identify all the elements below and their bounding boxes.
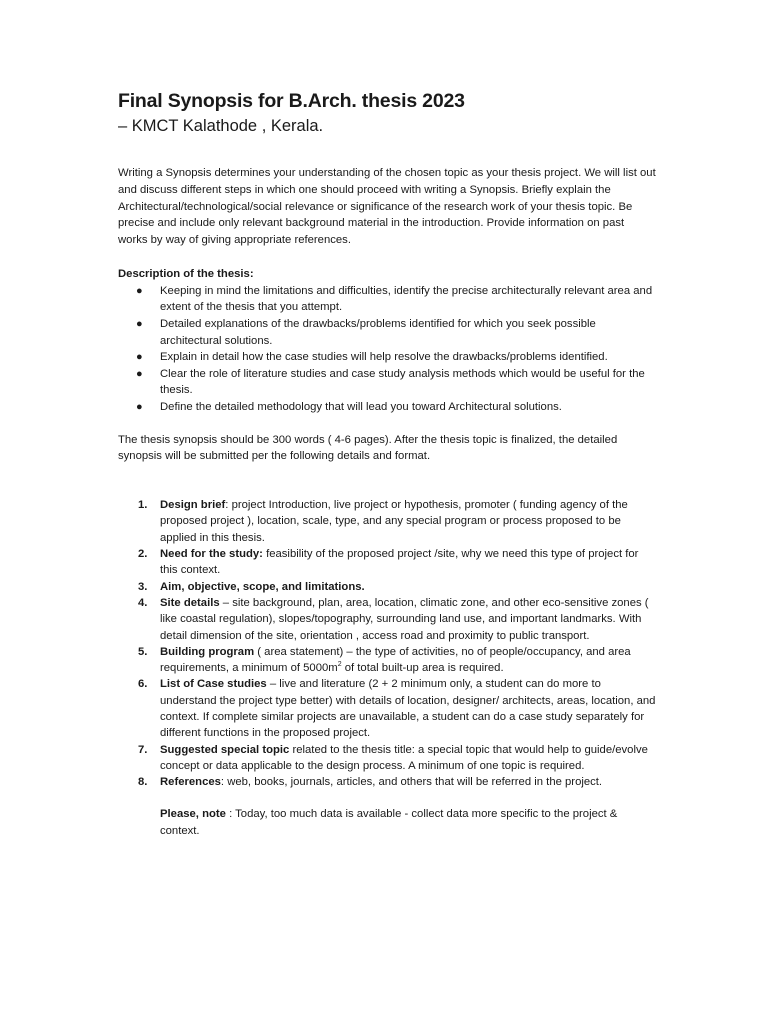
intro-paragraph: Writing a Synopsis determines your understanding of the chosen topic as your thesis project. We will list out and discuss different steps in which one should proceed with writing a Synopsis. Briefly explain the Architectural/technological/social relevance or significance of the research work of your thesis topic. Be precise and include only relevant background material in the introduction. Provide information on past works by way of giving appropriate references. [118, 167, 656, 247]
step-item [118, 742, 656, 775]
step-lead: Site details [160, 596, 220, 609]
step-number: 6. [138, 678, 148, 691]
step-item [118, 676, 656, 741]
step-number: 4. [138, 596, 148, 609]
bullet-text: Keeping in mind the limitations and difficulties, identify the precise architecturally relevant area and extent of the thesis that you attempt. [160, 284, 653, 314]
step-lead: Suggested special topic [160, 743, 290, 756]
note-lead: Please, note [160, 808, 226, 821]
step-text: – site background, plan, area, location, climatic zone, and other eco-sensitive zones ( like coastal regulation), slopes/topography, surrounding land use, and important landmarks. With detail dimension of the site, orientation , access road and proximity to public transport. [160, 596, 649, 642]
step-number: 1. [138, 499, 148, 512]
description-bullet-list [118, 283, 656, 416]
step-number: 3. [138, 580, 148, 593]
step-item [118, 546, 656, 579]
step-item [118, 774, 656, 790]
step-text: ( area statement) – the type of activities, no of people/occupancy, and area requirements, a minimum of 5000m [160, 645, 631, 675]
bullet-icon: ● [136, 284, 143, 297]
format-paragraph: The thesis synopsis should be 300 words ( 4-6 pages). After the thesis topic is finalized, the detailed synopsis will be submitted per the following details and format. [118, 433, 618, 463]
note-text: : Today, too much data is available - collect data more specific to the project & context. [160, 808, 618, 838]
step-lead: Design brief [160, 499, 226, 512]
document-page [118, 88, 656, 840]
step-item [118, 497, 656, 546]
note-paragraph [118, 806, 656, 839]
document-subtitle: – KMCT Kalathode , Kerala. [118, 117, 324, 135]
step-number: 5. [138, 645, 148, 658]
bullet-text: Detailed explanations of the drawbacks/problems identified for which you seek possible architectural solutions. [160, 317, 596, 347]
bullet-text: Define the detailed methodology that will lead you toward Architectural solutions. [160, 400, 562, 413]
step-text: related to the thesis title: a special topic that would help to guide/evolve concept or data applicable to the design process. A minimum of one topic is required. [160, 743, 648, 772]
step-text: : web, books, journals, articles, and others that will be referred in the project. [220, 776, 603, 789]
step-item [118, 595, 656, 644]
synopsis-steps-list [118, 497, 656, 790]
step-text: : project Introduction, live project or hypothesis, promoter ( funding agency of the proposed project ), location, scale, type, and any special program or process proposed to be applied in this thesis. [160, 499, 628, 544]
bullet-text: Explain in detail how the case studies will help resolve the drawbacks/problems identified. [160, 351, 608, 364]
description-heading: Description of the thesis: [118, 267, 254, 280]
step-text-tail: of total built-up area is required. [341, 662, 504, 675]
step-number: 2. [138, 548, 148, 561]
step-lead: Need for the study: [160, 548, 263, 561]
step-item [118, 579, 656, 595]
step-item [118, 644, 656, 677]
superscript-2: 2 [337, 661, 342, 669]
bullet-item [118, 283, 656, 316]
bullet-text: Clear the role of literature studies and case study analysis methods which would be useful for the thesis. [160, 367, 645, 397]
step-text: – live and literature (2 + 2 minimum only, a student can do more to understand the project type better) with details of location, designer/ architects, areas, location, and context. If complete similar projects are unavailable, a student can do a case study separately for different functions in the proposed project. [160, 678, 656, 740]
step-text: feasibility of the proposed project /site, why we need this type of project for this context. [160, 548, 639, 577]
step-lead: Building program [160, 645, 255, 658]
step-lead: List of Case studies [160, 678, 267, 691]
step-number: 7. [138, 743, 148, 756]
step-lead: References [160, 776, 221, 789]
step-number: 8. [138, 776, 148, 789]
bullet-icon: ● [136, 317, 143, 330]
bullet-item [118, 316, 656, 349]
bullet-item [118, 366, 656, 399]
step-lead: Aim, objective, scope, and limitations. [160, 580, 365, 593]
bullet-icon: ● [136, 400, 143, 413]
bullet-item [118, 399, 656, 416]
bullet-icon: ● [136, 367, 143, 380]
document-title: Final Synopsis for B.Arch. thesis 2023 [118, 90, 465, 112]
bullet-icon: ● [136, 351, 143, 364]
bullet-item [118, 349, 656, 366]
